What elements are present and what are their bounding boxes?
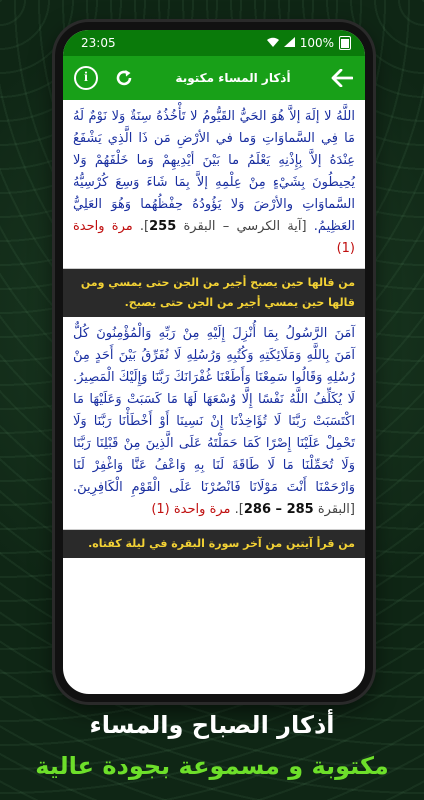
dhikr-virtue: من قالها حين يصبح أجير من الجن حتى يمسي ومن قالها حين يمسي أجير من الجن حتى يصبح. [63,269,365,317]
dhikr-virtue: من قرأ آيتين من آخر سورة البقرة في ليلة كفتاه. [63,530,365,558]
promo-line-1: أذكار الصباح والمساء [89,711,335,739]
app-screen [63,30,365,694]
signal-icon [284,36,295,50]
wifi-icon [267,36,279,50]
dhikr-reference: [البقرة 285 – 286]. [234,502,355,517]
status-time: 23:05 [81,36,116,50]
page-title: أذكار المساء مكتوبة [175,71,291,85]
battery-icon [339,36,351,50]
refresh-icon[interactable] [111,65,137,91]
dhikr-card[interactable] [63,317,365,530]
status-bar [63,30,365,56]
dhikr-reference: [آية الكرسي – البقرة 255]. [139,219,307,234]
dhikr-count: مرة واحدة (1) [151,502,231,517]
appbar-actions [73,65,137,91]
promo-line-2: مكتوبة و مسموعة بجودة عالية [35,752,389,780]
phone-frame [55,22,373,702]
status-icons [267,36,351,50]
promo-caption [0,702,424,784]
dhikr-list[interactable] [63,100,365,694]
dhikr-text: اللَّهُ لا إلَهَ إلاَّ هُوَ الحَيُّ القَيُّومُ لا تَأْخُذُهُ سِنَةٌ وَلا نَوْمٌ لَهُ مَا فِي السَّماوَاتِ وَما في الأرْضِ مَن ذَا الَّذِي يَشْفَعُ عِنْدَهُ إلاَّ بِإِذْنِهِ يَعْلَمُ ما بَيْنَ أيْدِيهِمْ وَما خَلْفَهُمْ وَلا يُحِيطُونَ بِشَيْءٍ مِنْ عِلْمِهِ إلاَّ بِمَا شَاءَ وَسِعَ كُرْسِيُّهُ السَّماوَاتِ والأرْضَ وَلا يَؤُودُهُ حِفْظُهُما وَهُوَ العَلِيُّ العَظِيمُ. [73,109,355,234]
info-icon[interactable]: i [73,65,99,91]
app-bar [63,56,365,100]
dhikr-text: آمَنَ الرَّسُولُ بِمَا أُنْزِلَ إِلَيْهِ مِنْ رَبِّهِ وَالْمُؤْمِنُونَ كُلٌّ آمَنَ بِاللَّهِ وَمَلَائِكَتِهِ وَكُتُبِهِ وَرُسُلِهِ لَا نُفَرِّقُ بَيْنَ أَحَدٍ مِنْ رُسُلِهِ وَقَالُوا سَمِعْنَا وَأَطَعْنَا غُفْرَانَكَ رَبَّنَا وَإِلَيْكَ الْمَصِيرُ. لَا يُكَلِّفُ اللَّهُ نَفْسًا إِلَّا وُسْعَهَا لَهَا مَا كَسَبَتْ وَعَلَيْهَا مَا اكْتَسَبَتْ رَبَّنَا لَا تُؤَاخِذْنَا إِنْ نَسِينَا أَوْ أَخْطَأْنَا رَبَّنَا وَلَا تَحْمِلْ عَلَيْنَا إِصْرًا كَمَا حَمَلْتَهُ عَلَى الَّذِينَ مِنْ قَبْلِنَا رَبَّنَا وَلَا تُحَمِّلْنَا مَا لَا طَاقَةَ لَنَا بِهِ وَاعْفُ عَنَّا وَاغْفِرْ لَنَا وَارْحَمْنَا أَنْتَ مَوْلَانَا فَانْصُرْنَا عَلَى الْقَوْمِ الْكَافِرِينَ. [73,326,355,495]
battery-percent: 100% [299,36,334,50]
dhikr-count: مرة واحدة (1) [73,219,355,256]
arrow-left-icon[interactable] [329,65,355,91]
dhikr-card[interactable] [63,100,365,269]
